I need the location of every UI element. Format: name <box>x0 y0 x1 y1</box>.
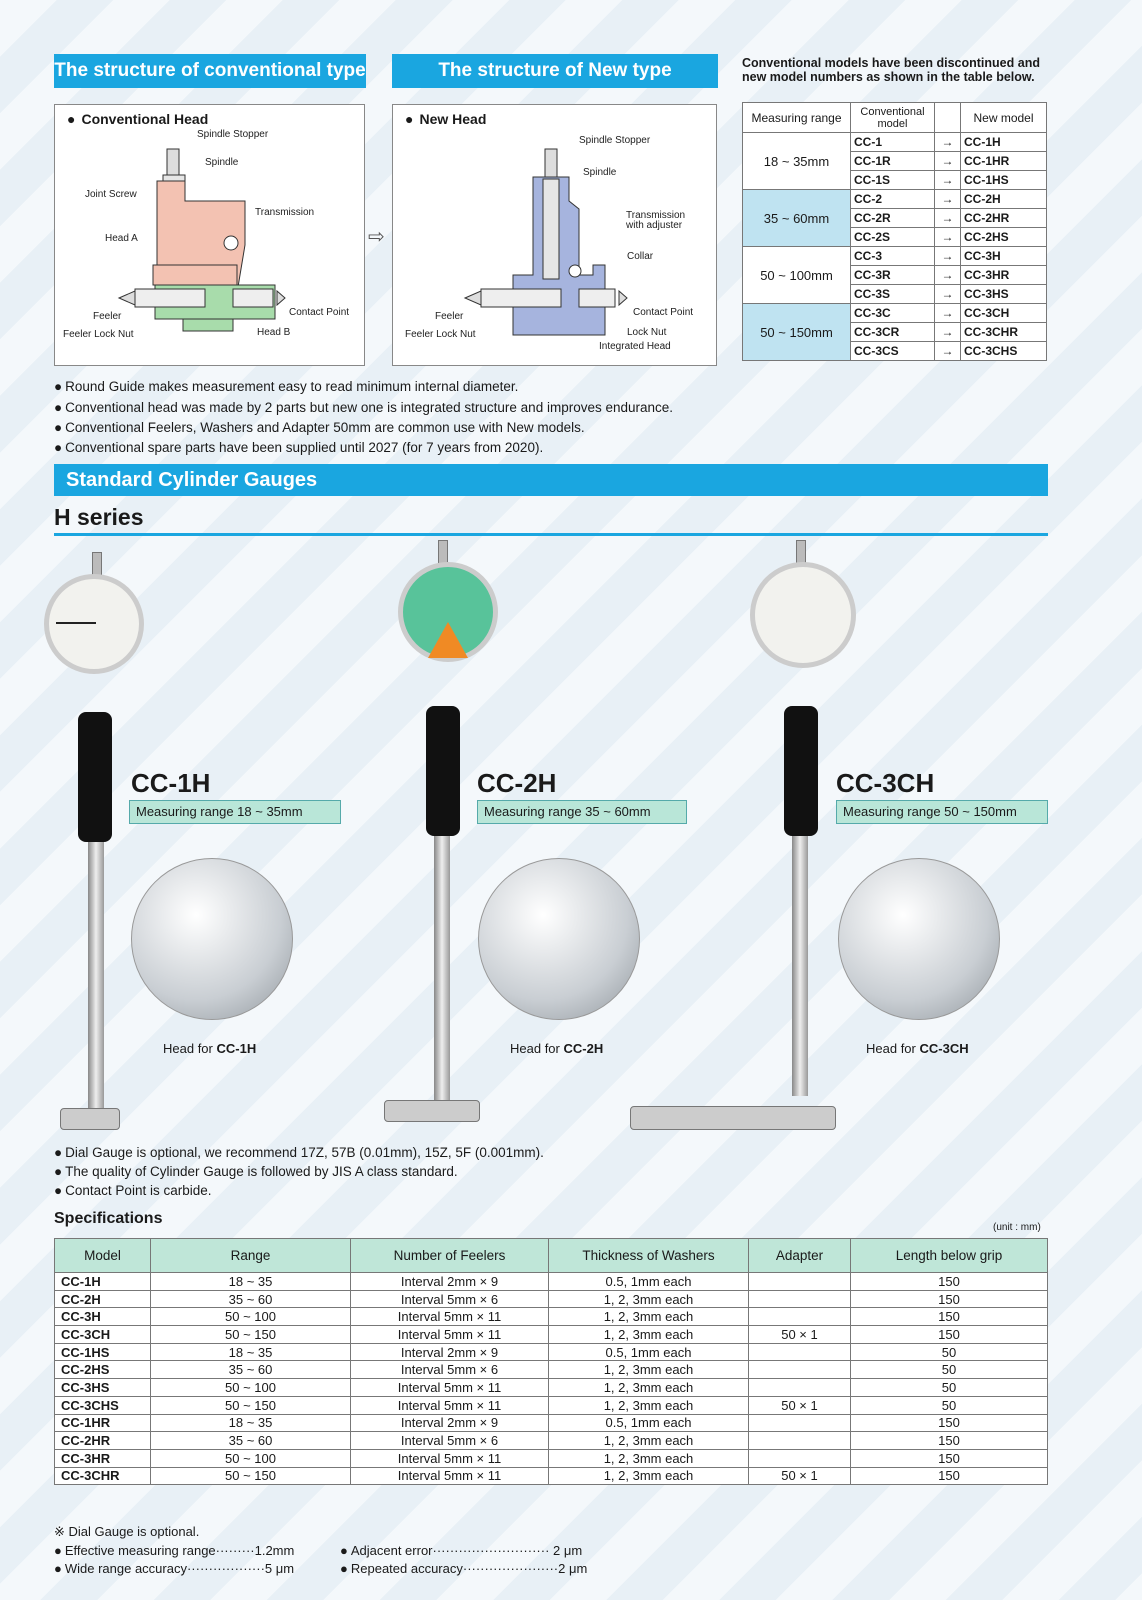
label-new-spindle: Spindle <box>583 167 617 178</box>
label-joint-screw: Joint Screw <box>85 189 137 200</box>
specs-header-feelers: Number of Feelers <box>351 1239 549 1273</box>
spec-length: 50 <box>851 1379 1048 1397</box>
spec-washers: 1, 2, 3mm each <box>549 1396 749 1414</box>
conv-range: 35 ~ 60mm <box>743 190 851 247</box>
series-underline <box>54 533 1048 536</box>
label-transmission: Transmission <box>255 207 315 218</box>
gauge-title-cc-2h: CC-2H <box>477 768 557 798</box>
spec-feelers: Interval 5mm × 11 <box>351 1449 549 1467</box>
conventional-banner: The structure of conventional type <box>54 54 366 88</box>
arrow-right-icon: → <box>935 133 961 152</box>
dial-face <box>44 574 144 674</box>
gauge-head <box>384 1100 480 1122</box>
new-banner: The structure of New type <box>392 54 718 88</box>
conventional-head-diagram <box>54 104 365 366</box>
spec-model: CC-1HR <box>55 1414 151 1432</box>
table-row <box>743 133 1047 152</box>
arrow-right-icon: → <box>935 190 961 209</box>
spec-range: 35 ~ 60 <box>151 1361 351 1379</box>
conv-new-model: CC-2H <box>961 190 1047 209</box>
spec-length: 50 <box>851 1361 1048 1379</box>
gauge-head <box>630 1106 836 1130</box>
arrow-right-icon: → <box>935 342 961 361</box>
spec-feelers: Interval 2mm × 9 <box>351 1343 549 1361</box>
conv-new-model: CC-3HR <box>961 266 1047 285</box>
spec-feelers: Interval 5mm × 11 <box>351 1326 549 1344</box>
footer-repeated: ● Repeated accuracy······················2 μm <box>340 1561 587 1576</box>
conv-new-model: CC-3HS <box>961 285 1047 304</box>
label-contact-point: Contact Point <box>289 307 350 318</box>
conversion-table <box>742 102 1047 361</box>
spec-range: 35 ~ 60 <box>151 1432 351 1450</box>
conv-range: 18 ~ 35mm <box>743 133 851 190</box>
spec-washers: 1, 2, 3mm each <box>549 1449 749 1467</box>
spec-model: CC-1H <box>55 1273 151 1291</box>
gauge-range-cc-3ch: Measuring range 50 ~ 150mm <box>836 800 1048 824</box>
spec-model: CC-1HS <box>55 1343 151 1361</box>
spec-adapter <box>749 1432 851 1450</box>
spec-feelers: Interval 2mm × 9 <box>351 1414 549 1432</box>
spec-model: CC-2HS <box>55 1361 151 1379</box>
spec-range: 50 ~ 100 <box>151 1308 351 1326</box>
conv-new-model: CC-2HS <box>961 228 1047 247</box>
table-row <box>55 1414 1048 1432</box>
footer-optional: ※ Dial Gauge is optional. <box>54 1524 200 1539</box>
spec-adapter <box>749 1414 851 1432</box>
spec-model: CC-3HS <box>55 1379 151 1397</box>
label-feeler-lock-nut: Feeler Lock Nut <box>63 329 134 340</box>
conv-new-model: CC-3CHS <box>961 342 1047 361</box>
head-caption-prefix: Head for <box>510 1041 564 1056</box>
gauge-title-cc-3ch: CC-3CH <box>836 768 935 798</box>
conv-header-range: Measuring range <box>743 103 851 133</box>
conv-old-model: CC-3C <box>851 304 935 323</box>
conv-range: 50 ~ 100mm <box>743 247 851 304</box>
spec-washers: 1, 2, 3mm each <box>549 1467 749 1485</box>
conv-header-new: New model <box>961 103 1047 133</box>
label-new-collar: Collar <box>627 251 654 262</box>
new-head-title: ● New Head <box>405 111 486 127</box>
spec-feelers: Interval 5mm × 11 <box>351 1379 549 1397</box>
spec-feelers: Interval 5mm × 11 <box>351 1308 549 1326</box>
gauge-note-1: ● Dial Gauge is optional, we recommend 17Z, 57B (0.01mm), 15Z, 5F (0.001mm). <box>54 1145 544 1160</box>
spec-range: 18 ~ 35 <box>151 1414 351 1432</box>
conv-old-model: CC-3CR <box>851 323 935 342</box>
label-new-contact-point: Contact Point <box>633 307 694 318</box>
label-spindle-stopper: Spindle Stopper <box>197 129 269 140</box>
spec-length: 150 <box>851 1414 1048 1432</box>
spec-length: 50 <box>851 1343 1048 1361</box>
spec-washers: 0.5, 1mm each <box>549 1343 749 1361</box>
spec-feelers: Interval 5mm × 6 <box>351 1361 549 1379</box>
conv-old-model: CC-1 <box>851 133 935 152</box>
gauge-shaft <box>792 836 808 1096</box>
head-caption-prefix: Head for <box>163 1041 217 1056</box>
spec-length: 150 <box>851 1290 1048 1308</box>
section-title: Standard Cylinder Gauges <box>54 464 1048 496</box>
spec-feelers: Interval 2mm × 9 <box>351 1273 549 1291</box>
spec-range: 50 ~ 100 <box>151 1379 351 1397</box>
conventional-head-title: ● Conventional Head <box>67 111 208 127</box>
label-new-spindle-stopper: Spindle Stopper <box>579 135 651 146</box>
head-caption-cc-3ch <box>866 1041 969 1056</box>
specs-table <box>54 1238 1048 1485</box>
conv-new-model: CC-1H <box>961 133 1047 152</box>
spec-model: CC-3CHS <box>55 1396 151 1414</box>
spec-adapter: 50 × 1 <box>749 1326 851 1344</box>
arrow-right-icon: → <box>935 304 961 323</box>
gauge-cc-2h <box>380 540 500 1140</box>
dial-face <box>750 562 856 668</box>
table-row <box>743 190 1047 209</box>
arrow-right-icon: → <box>935 323 961 342</box>
specs-header-adapter: Adapter <box>749 1239 851 1273</box>
spec-washers: 0.5, 1mm each <box>549 1273 749 1291</box>
label-head-b: Head B <box>257 327 291 338</box>
specs-header-length: Length below grip <box>851 1239 1048 1273</box>
conv-old-model: CC-3 <box>851 247 935 266</box>
spec-washers: 1, 2, 3mm each <box>549 1379 749 1397</box>
arrow-right-icon: → <box>935 285 961 304</box>
head-caption-cc-1h <box>163 1041 256 1056</box>
spec-feelers: Interval 5mm × 11 <box>351 1396 549 1414</box>
spec-range: 50 ~ 150 <box>151 1396 351 1414</box>
spec-length: 150 <box>851 1467 1048 1485</box>
spec-washers: 1, 2, 3mm each <box>549 1290 749 1308</box>
arrow-right-icon: → <box>935 266 961 285</box>
label-new-transmission: Transmission with adjuster <box>626 210 686 231</box>
gauge-note-2: ● The quality of Cylinder Gauge is followed by JIS A class standard. <box>54 1164 458 1179</box>
gauge-cc-1h <box>44 552 164 1148</box>
table-row <box>55 1396 1048 1414</box>
dial-pointer <box>56 622 96 624</box>
spec-length: 150 <box>851 1449 1048 1467</box>
table-row <box>55 1308 1048 1326</box>
conv-header-arrow <box>935 103 961 133</box>
spec-length: 150 <box>851 1273 1048 1291</box>
arrow-right-icon: → <box>935 228 961 247</box>
gauge-shaft <box>88 842 104 1117</box>
gauge-title-cc-1h: CC-1H <box>131 768 211 798</box>
spec-washers: 1, 2, 3mm each <box>549 1432 749 1450</box>
spec-range: 18 ~ 35 <box>151 1273 351 1291</box>
conv-new-model: CC-1HS <box>961 171 1047 190</box>
specs-header-washers: Thickness of Washers <box>549 1239 749 1273</box>
footer-adjacent: ● Adjacent error··························· 2 μm <box>340 1543 582 1558</box>
spec-adapter <box>749 1308 851 1326</box>
head-photo-cc-1h <box>131 858 293 1020</box>
table-row <box>55 1449 1048 1467</box>
spec-length: 50 <box>851 1396 1048 1414</box>
label-new-feeler-lock-nut: Feeler Lock Nut <box>405 329 476 340</box>
spec-range: 50 ~ 150 <box>151 1326 351 1344</box>
spec-model: CC-3CHR <box>55 1467 151 1485</box>
spec-range: 35 ~ 60 <box>151 1290 351 1308</box>
footer-wide: ● Wide range accuracy··················5 μm <box>54 1561 294 1576</box>
conversion-note: Conventional models have been discontinued and new model numbers as shown in the table below. <box>742 56 1040 84</box>
table-row <box>55 1273 1048 1291</box>
conv-old-model: CC-3CS <box>851 342 935 361</box>
label-new-feeler: Feeler <box>435 311 464 322</box>
spec-model: CC-3HR <box>55 1449 151 1467</box>
grip <box>78 712 112 842</box>
spec-adapter: 50 × 1 <box>749 1467 851 1485</box>
table-row <box>55 1467 1048 1485</box>
conv-header-conventional: Conventional model <box>851 103 935 133</box>
spec-length: 150 <box>851 1308 1048 1326</box>
conv-old-model: CC-2S <box>851 228 935 247</box>
spec-model: CC-3H <box>55 1308 151 1326</box>
spec-feelers: Interval 5mm × 6 <box>351 1432 549 1450</box>
conv-new-model: CC-3H <box>961 247 1047 266</box>
table-row <box>55 1379 1048 1397</box>
head-caption-cc-2h <box>510 1041 603 1056</box>
head-caption-prefix: Head for <box>866 1041 920 1056</box>
label-new-integrated-head: Integrated Head <box>599 341 671 352</box>
note-1: ● Round Guide makes measurement easy to read minimum internal diameter. <box>54 379 518 394</box>
spec-feelers: Interval 5mm × 11 <box>351 1467 549 1485</box>
spec-length: 150 <box>851 1432 1048 1450</box>
conv-old-model: CC-3S <box>851 285 935 304</box>
table-row <box>55 1343 1048 1361</box>
label-feeler: Feeler <box>93 311 122 322</box>
spec-adapter <box>749 1290 851 1308</box>
conv-old-model: CC-3R <box>851 266 935 285</box>
spec-length: 150 <box>851 1326 1048 1344</box>
specs-header-range: Range <box>151 1239 351 1273</box>
specs-unit: (unit : mm) <box>993 1222 1041 1233</box>
gauge-range-cc-1h: Measuring range 18 ~ 35mm <box>129 800 341 824</box>
spec-range: 50 ~ 150 <box>151 1467 351 1485</box>
spec-model: CC-2H <box>55 1290 151 1308</box>
gauge-note-3: ● Contact Point is carbide. <box>54 1183 211 1198</box>
gauge-head <box>60 1108 120 1130</box>
footer-effective: ● Effective measuring range·········1.2mm <box>54 1543 294 1558</box>
table-row <box>55 1326 1048 1344</box>
spec-washers: 1, 2, 3mm each <box>549 1308 749 1326</box>
conv-old-model: CC-1S <box>851 171 935 190</box>
specs-header-model: Model <box>55 1239 151 1273</box>
conv-new-model: CC-3CH <box>961 304 1047 323</box>
head-photo-cc-2h <box>478 858 640 1020</box>
table-row <box>743 247 1047 266</box>
spec-feelers: Interval 5mm × 6 <box>351 1290 549 1308</box>
table-row <box>55 1361 1048 1379</box>
spec-washers: 0.5, 1mm each <box>549 1414 749 1432</box>
spec-range: 50 ~ 100 <box>151 1449 351 1467</box>
head-caption-model: CC-3CH <box>919 1041 969 1056</box>
new-head-drawing <box>393 105 718 367</box>
head-caption-model: CC-1H <box>216 1041 257 1056</box>
gauge-cc-3ch <box>620 540 860 1140</box>
spec-adapter <box>749 1343 851 1361</box>
spec-adapter <box>749 1273 851 1291</box>
spec-washers: 1, 2, 3mm each <box>549 1361 749 1379</box>
spec-model: CC-3CH <box>55 1326 151 1344</box>
spec-range: 18 ~ 35 <box>151 1343 351 1361</box>
label-spindle: Spindle <box>205 157 239 168</box>
grip <box>426 706 460 836</box>
gauge-shaft <box>434 836 450 1106</box>
conv-new-model: CC-1HR <box>961 152 1047 171</box>
table-row <box>743 304 1047 323</box>
spec-adapter <box>749 1379 851 1397</box>
table-row <box>55 1432 1048 1450</box>
conventional-head-drawing <box>55 105 366 367</box>
note-3: ● Conventional Feelers, Washers and Adapter 50mm are common use with New models. <box>54 420 585 435</box>
arrow-right-icon: → <box>935 152 961 171</box>
arrow-right-icon: → <box>935 247 961 266</box>
table-row <box>55 1290 1048 1308</box>
spec-adapter <box>749 1361 851 1379</box>
head-photo-cc-3ch <box>838 858 1000 1020</box>
arrow-right-icon: → <box>935 209 961 228</box>
head-caption-model: CC-2H <box>563 1041 604 1056</box>
conv-range: 50 ~ 150mm <box>743 304 851 361</box>
conv-old-model: CC-1R <box>851 152 935 171</box>
grip <box>784 706 818 836</box>
conv-old-model: CC-2 <box>851 190 935 209</box>
arrow-right-icon: → <box>935 171 961 190</box>
gauge-range-cc-2h: Measuring range 35 ~ 60mm <box>477 800 687 824</box>
spec-adapter: 50 × 1 <box>749 1396 851 1414</box>
label-head-a: Head A <box>105 233 138 244</box>
label-new-lock-nut: Lock Nut <box>627 327 667 338</box>
series-title: H series <box>54 504 144 530</box>
note-2: ● Conventional head was made by 2 parts but new one is integrated structure and improves endurance. <box>54 400 673 415</box>
spec-model: CC-2HR <box>55 1432 151 1450</box>
specs-title: Specifications <box>54 1210 163 1227</box>
spec-adapter <box>749 1449 851 1467</box>
new-head-diagram <box>392 104 717 366</box>
conv-new-model: CC-2HR <box>961 209 1047 228</box>
spec-washers: 1, 2, 3mm each <box>549 1326 749 1344</box>
conv-new-model: CC-3CHR <box>961 323 1047 342</box>
note-4: ● Conventional spare parts have been supplied until 2027 (for 7 years from 2020). <box>54 440 543 455</box>
arrow-icon: ⇨ <box>368 226 385 248</box>
conv-old-model: CC-2R <box>851 209 935 228</box>
